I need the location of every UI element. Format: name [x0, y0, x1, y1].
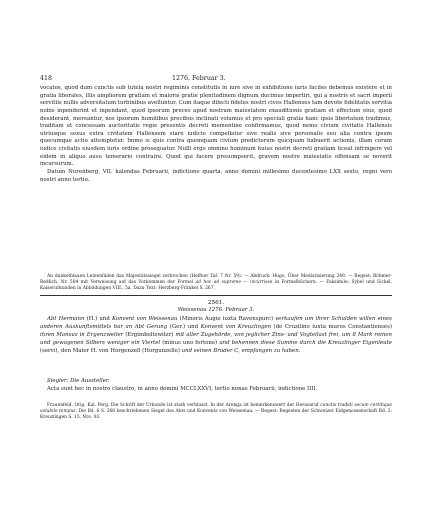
- charter-text: [40, 85, 392, 184]
- regest-text: (Minoris Augie iuxta Ravenspurc): [179, 316, 274, 322]
- document-dating: [40, 386, 392, 394]
- regest-text: (minus uno fertone): [162, 339, 218, 346]
- document-number: 2561.: [207, 300, 225, 306]
- note-paragraph: [40, 403, 392, 421]
- note-text: Frauenfeld. Orig. Kal. Perg. Die Schrift der Urkunde ist stark verblasst. In der Arenga ist bemerkenswert der Herausruf: [47, 403, 319, 408]
- regest-text: verkaufen um ihrer Schulden willen eines anderen Auskunftsmittels bar an Abt Gerung: [40, 316, 392, 330]
- apparatus-notes-2: [40, 403, 392, 421]
- document-place-date: Weissenau 1276. Februar 3.: [177, 307, 255, 313]
- regest-text: Abt Hermann: [47, 316, 85, 322]
- section-divider: [40, 295, 392, 296]
- regest-paragraph: [40, 316, 392, 356]
- regest-text: mit aller Zugehörde, von jeglicher Zins- und Vogteilast frei, um 8 Mark reinen und gewogenen Silbers weniger ein Viertel: [40, 331, 392, 346]
- regest-text: (de Cruzilino iuxta muros Constantienses): [273, 323, 392, 330]
- regest-text: ihren Mansus in Ergenzweiler: [40, 331, 124, 338]
- apparatus-notes: [40, 274, 392, 292]
- running-title: 1276. Februar 3.: [172, 75, 226, 82]
- note-formula: ad hoc ad supreme — incurrisse: [195, 279, 273, 285]
- signer-text: Siegler: Die Aussteller.: [47, 378, 110, 384]
- regest-text: und behennen diese Summe durch die Kreuzlinger Eigenleute: [219, 339, 393, 346]
- charter-dating: Datum Nurenberg, VII. kalendas Februarii, indictione quarta, anno domini millesimo ducentesimo LXX sexto, regni vero nostri anno tertio.: [40, 168, 392, 183]
- page-number: 418: [40, 75, 53, 82]
- regest-text: Konvent von Kreuzlingen: [200, 323, 272, 330]
- regest-text: (Horgunzelle): [142, 347, 180, 354]
- charter-paragraph: vocatos, quod dum cunctis sub tutela nostri regiminis constitutis in iure sive in exhibitione iuris faciles debemus existere et in gratia liberales, illis ampliorem gratiam et maioris gratie plenitudinem dignum ducimus impertiri, qui a nostris et sacri imperii servitiis nullis adversitatum turbinibus avelluntur. Cum itaque dilecti fideles nostri cives Hallenses tam devote fidelitatis servitia nobis inpenderint et inpendant, quod ipsorum preces apud nostram maiestatem exauditionis gratiam et effectum eius, quod desiderant, mereantur, nos ipsorum humilibus precibus inclinati volumus et pro speciali gratia hanc ipsis libertatem tradimus, traditam et concessam auctoritatis regie presentis decreti mementine confirmamus, quod nemo civium civitatis Hallensis utriusque sexus extra civitatem Hallensem stare iudicio compellatur sive realis sive personalis seu alia contra ipsum quecumque actio attemptetur. Immo si quis contra quemquam civium predictorum quicquam habuerit actionis, illam coram iudice civitatis eiusdem iuris ordine prosequatur. Nulli ergo omnino hominum huius nostri decreti gratiam liceat infringere vel eidem in aliquo ausu temerario contraire. Quod qui facere presumpserit, gravem nostre maiestatis offensam se noverit incursurum.: [40, 85, 393, 168]
- regest-summary: [40, 316, 392, 356]
- regest-text: (H.) und: [86, 316, 110, 322]
- regest-text: (Ger.) und: [169, 323, 199, 330]
- dating-text: Acta sunt hec in nostro claustro, in anno domini MCCLXXVI, tertio nonas Februarii, indictione IIII.: [47, 386, 318, 392]
- regest-text: (Ergimboltswiler): [125, 331, 174, 338]
- note-paragraph: [40, 274, 392, 292]
- note-text: An dunkelblauen Leinenfäden das Majestätssiegel zerbrochen (Heffner Taf. 7 Nr. 59). — Abdruck: Hugo, Über Mediatisierung 249. — Regest: Böhmer-Redlich, Nr. 504 mit Verweisung auf das Vorkommen der Formel: [40, 274, 392, 285]
- note-formula: cunctis tradidi secum certitique volubile tempus.: [40, 403, 392, 414]
- note-text: Die Bd. 6 S. 266 beschriebenen Siegel des Abts und Konvents von Weissenau. — Regest: Regesten der Schweizer Eidgenossenschaft Bd. 2: Kreuzlingen S. 15, Nro. 93.: [40, 408, 392, 420]
- note-text: in Formelbüchern. — Faksimile: Sybel und Sickel, Kaiserurkunden in Abbildungen VIII., 5a. Dazu Text: Herzberg-Fränkel S. 267.: [40, 279, 392, 291]
- regest-text: Konvent von Weissenau: [111, 316, 178, 322]
- signer-line: [40, 378, 392, 386]
- regest-text: (servi), den Maier H. von Horgenzell: [40, 347, 141, 354]
- running-header: [40, 75, 392, 84]
- regest-text: und seinen Bruder C, empfangen zu haben.: [181, 347, 301, 354]
